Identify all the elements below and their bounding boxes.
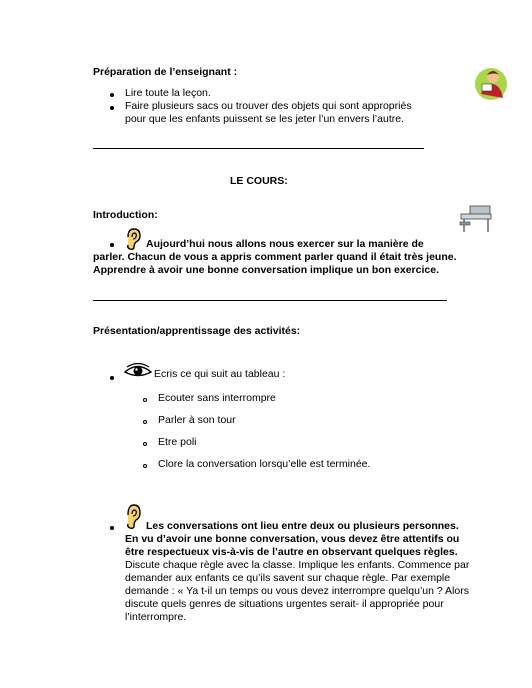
bullet-dot [110, 376, 114, 380]
circle-bullet [143, 398, 147, 402]
prep-item-2-cont: pour que les enfants puissent se les jeter l’un envers l’autre. [125, 113, 404, 125]
bullet-dot [110, 526, 114, 530]
board-item-2: Parler à son tour [158, 414, 236, 426]
bullet-dot [110, 243, 114, 247]
horizontal-rule [93, 148, 424, 149]
ear-icon [124, 227, 142, 251]
horizontal-rule [93, 300, 447, 301]
bullet-dot [110, 93, 114, 97]
bullet-dot [110, 106, 114, 110]
course-title: LE COURS: [230, 175, 288, 187]
desk-chair-icon [458, 202, 496, 234]
intro-line-3: Apprendre à avoir une bonne conversation implique un bon exercice. [93, 264, 439, 276]
circle-bullet [143, 464, 147, 468]
ear-icon [124, 503, 142, 531]
intro-line-1: Aujourd’hui nous allons nous exercer sur la manière de [146, 238, 424, 250]
eye-icon [124, 363, 152, 379]
conv-line-6: demande : « Ya t-il un temps ou vous devez interrompre quelqu’un ? Alors [125, 585, 469, 597]
conv-line-8: l’interrompre. [125, 611, 187, 623]
conv-line-5: demander aux enfants ce qu’ils savent sur chaque règle. Par exemple [125, 572, 451, 584]
board-item-1: Ecouter sans interrompre [158, 392, 276, 404]
activities-title: Présentation/apprentissage des activités: [93, 325, 301, 337]
board-item-4: Clore la conversation lorsqu’elle est terminée. [158, 458, 371, 470]
conv-bold-1: Les conversations ont lieu entre deux ou plusieurs personnes. [146, 520, 459, 532]
circle-bullet [143, 420, 147, 424]
board-item-3: Etre poli [158, 436, 197, 448]
circle-bullet [143, 442, 147, 446]
conv-bold-3: être respectueux vis-à-vis de l’autre en observant quelques règles. [125, 546, 458, 558]
conv-line-4: Discute chaque règle avec la classe. Implique les enfants. Commence par [125, 559, 470, 571]
conv-line-7: discute quels genres de situations urgentes serait- il appropriée pour [125, 598, 444, 610]
intro-title: Introduction: [93, 209, 158, 221]
prep-item-2: Faire plusieurs sacs ou trouver des objets qui sont appropriés [125, 100, 412, 112]
teacher-clipart-icon [473, 64, 509, 102]
prep-title: Préparation de l’enseignant : [93, 66, 238, 78]
prep-item-1: Lire toute la leçon. [125, 87, 211, 99]
intro-line-2: parler. Chacun de vous a appris comment parler quand il était très jeune. [93, 251, 457, 263]
conv-bold-2: En vu d’avoir une bonne conversation, vous devez être attentifs ou [125, 533, 460, 545]
board-intro: Ecris ce qui suit au tableau : [154, 368, 286, 380]
